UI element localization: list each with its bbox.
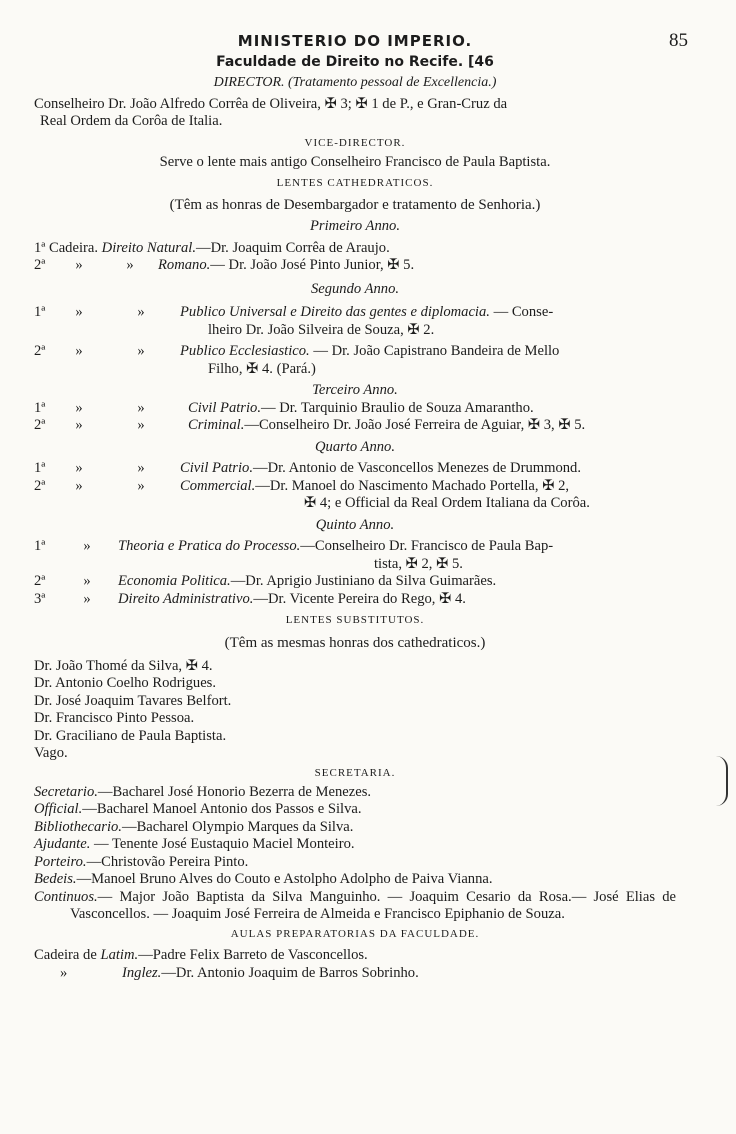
aula-holder: —Padre Felix Barreto de Vasconcellos. bbox=[138, 947, 368, 964]
ditto-mark: » bbox=[83, 538, 91, 555]
aula-subject: Inglez. bbox=[122, 964, 162, 981]
page-number: 85 bbox=[669, 30, 688, 51]
chair-subject: Criminal. bbox=[188, 417, 245, 434]
ditto-mark: » bbox=[126, 257, 134, 274]
list-item bbox=[34, 889, 676, 924]
substitutos-heading: LENTES SUBSTITUTOS. bbox=[285, 614, 425, 627]
chair-number: 1ª bbox=[34, 399, 46, 416]
director-heading: DIRECTOR. (Tratamento pessoal de Excellencia.) bbox=[213, 74, 497, 90]
margin-bracket-mark bbox=[716, 756, 728, 806]
role-label: Bibliothecario. bbox=[34, 818, 122, 835]
role-label: Porteiro. bbox=[34, 853, 87, 870]
chair-subject: Civil Patrio. bbox=[188, 399, 261, 416]
chair-number: 2ª bbox=[34, 257, 46, 274]
role-label: Continuos. bbox=[34, 888, 98, 905]
list-item: Dr. Graciliano de Paula Baptista. bbox=[34, 727, 227, 744]
chair-number: 1ª Cadeira. bbox=[34, 239, 98, 256]
chair-row bbox=[34, 240, 676, 258]
list-item: Dr. João Thomé da Silva, ✠ 4. bbox=[34, 657, 213, 674]
vice-director-text: Serve o lente mais antigo Conselheiro Francisco de Paula Baptista. bbox=[159, 153, 551, 170]
year-heading: Terceiro Anno. bbox=[312, 382, 398, 399]
list-item: Dr. Francisco Pinto Pessoa. bbox=[34, 710, 195, 727]
aulas-heading: AULAS PREPARATORIAS DA FACULDADE. bbox=[230, 927, 480, 940]
chair-number: 1ª bbox=[34, 460, 46, 477]
ditto-mark: » bbox=[75, 257, 83, 274]
ditto-mark: » bbox=[83, 573, 91, 590]
ditto-mark: » bbox=[137, 477, 145, 494]
list-item bbox=[34, 801, 676, 819]
chair-row bbox=[34, 538, 676, 573]
chair-subject: Direito Natural. bbox=[101, 239, 196, 256]
chair-number: 2ª bbox=[34, 417, 46, 434]
list-item bbox=[34, 965, 676, 983]
chair-holder: —Dr. Antonio de Vasconcellos Menezes de Drummond. bbox=[252, 460, 581, 477]
role-holder: —Bacharel Olympio Marques da Silva. bbox=[121, 818, 354, 835]
list-item bbox=[34, 854, 676, 872]
role-holder: —Christovão Pereira Pinto. bbox=[86, 853, 249, 870]
secretaria-heading: SECRETARIA. bbox=[314, 766, 396, 779]
chair-holder: —Dr. Joaquim Corrêa de Araujo. bbox=[195, 239, 390, 256]
faculty-title: Faculdade de Direito no Recife. [46 bbox=[216, 54, 494, 70]
chair-row bbox=[34, 478, 676, 513]
chair-row bbox=[34, 304, 676, 339]
list-item bbox=[34, 836, 676, 854]
list-item bbox=[34, 819, 676, 837]
year-heading: Primeiro Anno. bbox=[310, 218, 400, 235]
aulas-list bbox=[34, 947, 676, 982]
running-title: MINISTERIO DO IMPERIO. bbox=[237, 32, 473, 50]
chair-holder-cont: tista, ✠ 2, ✠ 5. bbox=[374, 555, 463, 572]
ditto-mark: » bbox=[83, 590, 91, 607]
role-label: Secretario. bbox=[34, 783, 98, 800]
chair-subject: Publico Ecclesiastico. bbox=[180, 343, 310, 360]
chair-holder-cont: Filho, ✠ 4. (Pará.) bbox=[208, 360, 316, 377]
role-holder: —Manoel Bruno Alves do Couto e Astolpho Adolpho de Paiva Vianna. bbox=[76, 871, 493, 888]
substitutos-note: (Têm as mesmas honras dos cathedraticos.) bbox=[224, 634, 486, 651]
year-heading: Segundo Anno. bbox=[310, 280, 400, 297]
chair-row bbox=[34, 257, 676, 275]
chair-holder: — Dr. João José Pinto Junior, ✠ 5. bbox=[210, 257, 415, 274]
ditto-mark: » bbox=[75, 460, 83, 477]
chair-subject: Direito Administrativo. bbox=[118, 590, 254, 607]
chair-number: 2ª bbox=[34, 343, 46, 360]
chair-holder: — Conse- bbox=[489, 304, 554, 321]
list-item: Dr. José Joaquim Tavares Belfort. bbox=[34, 692, 232, 709]
ditto-mark: » bbox=[137, 304, 145, 321]
director-text-1: Conselheiro Dr. João Alfredo Corrêa de Oliveira, ✠ 3; ✠ 1 de P., e Gran-Cruz da bbox=[34, 95, 508, 112]
ditto-mark: » bbox=[75, 477, 83, 494]
ditto-mark: » bbox=[137, 399, 145, 416]
chair-row bbox=[34, 460, 676, 478]
chair-subject: Theoria e Pratica do Processo. bbox=[118, 538, 301, 555]
chair-subject: Romano. bbox=[158, 257, 211, 274]
chair-holder: —Dr. Manoel do Nascimento Machado Portella, ✠ 2, bbox=[255, 477, 570, 494]
chair-holder: — Dr. Tarquinio Braulio de Souza Amarantho. bbox=[260, 399, 534, 416]
chair-subject: Civil Patrio. bbox=[180, 460, 253, 477]
chair-row bbox=[34, 400, 676, 418]
aula-prefix: Cadeira de bbox=[34, 947, 97, 964]
aula-holder: —Dr. Antonio Joaquim de Barros Sobrinho. bbox=[161, 964, 419, 981]
chair-holder-cont: lheiro Dr. João Silveira de Souza, ✠ 2. bbox=[208, 321, 435, 338]
chair-number: 2ª bbox=[34, 477, 46, 494]
ditto-mark: » bbox=[75, 399, 83, 416]
chair-subject: Publico Universal e Direito das gentes e diplomacia. bbox=[180, 304, 490, 321]
document-page bbox=[34, 26, 688, 982]
role-holder: —Bacharel José Honorio Bezerra de Menezes. bbox=[97, 783, 372, 800]
chair-holder: — Dr. João Capistrano Bandeira de Mello bbox=[309, 343, 560, 360]
list-item bbox=[34, 784, 676, 802]
chair-subject: Commercial. bbox=[180, 477, 256, 494]
chair-number: 3ª bbox=[34, 590, 46, 607]
ditto-mark: » bbox=[137, 343, 145, 360]
director-text-2: Real Ordem da Corôa de Italia. bbox=[40, 113, 223, 130]
chair-holder-cont: ✠ 4; e Official da Real Ordem Italiana da Corôa. bbox=[304, 495, 590, 512]
ditto-mark: » bbox=[75, 417, 83, 434]
chair-number: 1ª bbox=[34, 538, 46, 555]
chair-row bbox=[34, 591, 676, 609]
role-holder: —Bacharel Manoel Antonio dos Passos e Silva. bbox=[82, 801, 362, 818]
chair-holder: —Conselheiro Dr. Francisco de Paula Bap- bbox=[300, 538, 554, 555]
ditto-mark: » bbox=[137, 417, 145, 434]
year-heading: Quinto Anno. bbox=[315, 516, 395, 533]
vice-director-heading: VICE-DIRECTOR. bbox=[304, 136, 406, 149]
list-item: Vago. bbox=[34, 745, 68, 762]
chair-holder: —Dr. Aprigio Justiniano da Silva Guimarães. bbox=[230, 573, 497, 590]
chair-row bbox=[34, 573, 676, 591]
role-label: Bedeis. bbox=[34, 871, 77, 888]
ditto-mark: » bbox=[75, 343, 83, 360]
aula-prefix: » bbox=[60, 964, 68, 981]
role-holder: — Tenente José Eustaquio Maciel Monteiro. bbox=[90, 836, 355, 853]
role-label: Ajudante. bbox=[34, 836, 91, 853]
page-header bbox=[34, 26, 688, 54]
chair-number: 1ª bbox=[34, 304, 46, 321]
list-item bbox=[34, 947, 676, 965]
chair-holder: —Conselheiro Dr. João José Ferreira de Aguiar, ✠ 3, ✠ 5. bbox=[244, 417, 586, 434]
ditto-mark: » bbox=[75, 304, 83, 321]
role-label: Official. bbox=[34, 801, 83, 818]
chair-subject: Economia Politica. bbox=[118, 573, 231, 590]
list-item: Dr. Antonio Coelho Rodrigues. bbox=[34, 675, 217, 692]
aula-subject: Latim. bbox=[100, 947, 139, 964]
list-item bbox=[34, 871, 676, 889]
cathedraticos-note: (Têm as honras de Desembargador e tratamento de Senhoria.) bbox=[169, 197, 541, 214]
chair-number: 2ª bbox=[34, 573, 46, 590]
chair-row bbox=[34, 417, 676, 435]
role-holder: — Major João Baptista da Silva Manguinho. — Joaquim Cesario da Rosa.— José Elias de Vasconcellos. — Joaquim José Ferreira de Almeida e Francisco Epiphanio de Souza. bbox=[70, 888, 676, 923]
year-heading: Quarto Anno. bbox=[314, 438, 395, 455]
chair-row bbox=[34, 343, 676, 378]
substitutos-list bbox=[34, 658, 676, 763]
ditto-mark: » bbox=[137, 460, 145, 477]
cathedraticos-heading: LENTES CATHEDRATICOS. bbox=[276, 177, 434, 190]
secretaria-list bbox=[34, 784, 676, 924]
chair-holder: —Dr. Vicente Pereira do Rego, ✠ 4. bbox=[253, 590, 466, 607]
